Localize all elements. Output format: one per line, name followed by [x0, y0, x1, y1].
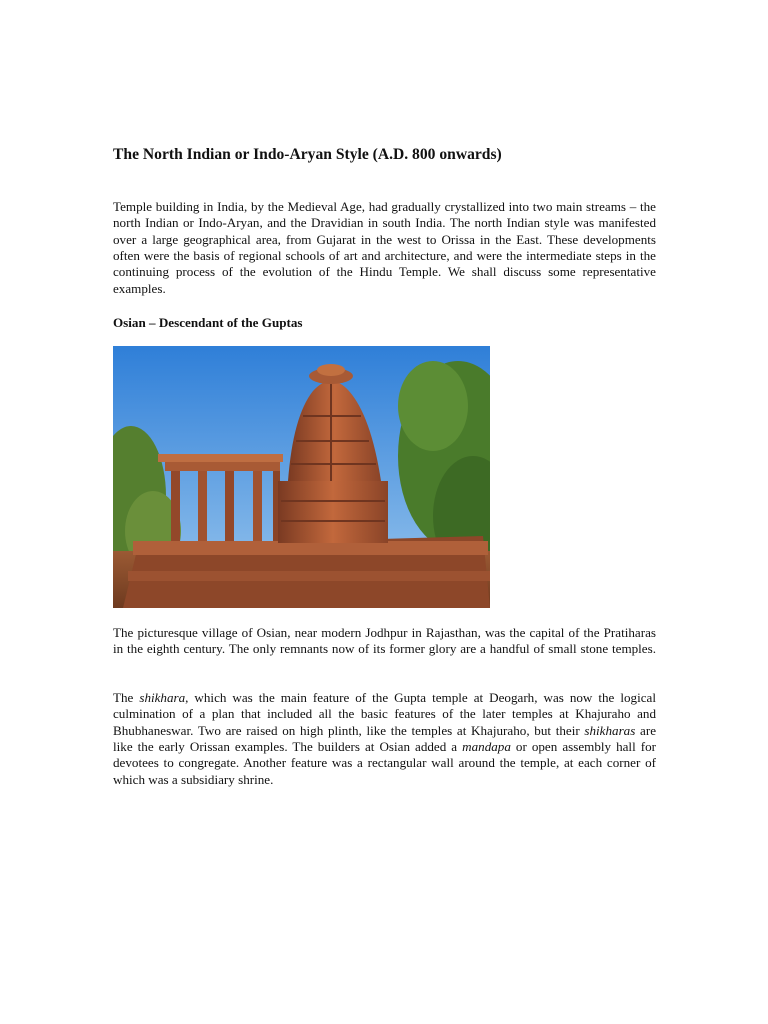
shikhara-text-3: are like the early Orissan examples. The builders at Osian added a [113, 722, 657, 755]
shikhara-text-1: The [113, 690, 140, 705]
osian-paragraph: The picturesque village of Osian, near modern Jodhpur in Rajasthan, was the capital of the Pratiharas in the eighth century. The only remnants now of its former glory are a handful of small stone temples. [113, 625, 656, 657]
page-title: The North Indian or Indo-Aryan Style (A.D. 800 onwards) [113, 146, 502, 163]
term-mandapa: mandapa [462, 739, 511, 755]
shikhara-text-2: , which was the main feature of the Gupta temple at Deogarh, was now the logical culmination of a plan that included all the basic features of the later temples at Khajuraho and Bhubhaneswar. Two are raised on high plinth, like the temples at Khajuraho, but their [113, 690, 656, 738]
intro-paragraph: Temple building in India, by the Medieval Age, had gradually crystallized into two main streams – the north Indian or Indo-Aryan, and the Dravidian in south India. The north Indian style was manifested over a large geographical area, from Gujarat in the west to Orissa in the East. These developments often were the basis of regional schools of art and architecture, and were the intermediate steps in the continuing process of the evolution of the Hindu Temple. We shall discuss some representative examples. [113, 199, 656, 296]
term-shikharas: shikharas [584, 722, 636, 738]
shikhara-paragraph [113, 690, 656, 788]
section-heading: Osian – Descendant of the Guptas [113, 315, 303, 330]
osian-temple-photo [113, 346, 490, 608]
term-shikhara: shikhara [139, 690, 186, 705]
shikhara-text-4: or open assembly hall for devotees to congregate. Another feature was a rectangular wall around the temple, at each corner of which was a subsidiary shrine. [113, 739, 656, 787]
